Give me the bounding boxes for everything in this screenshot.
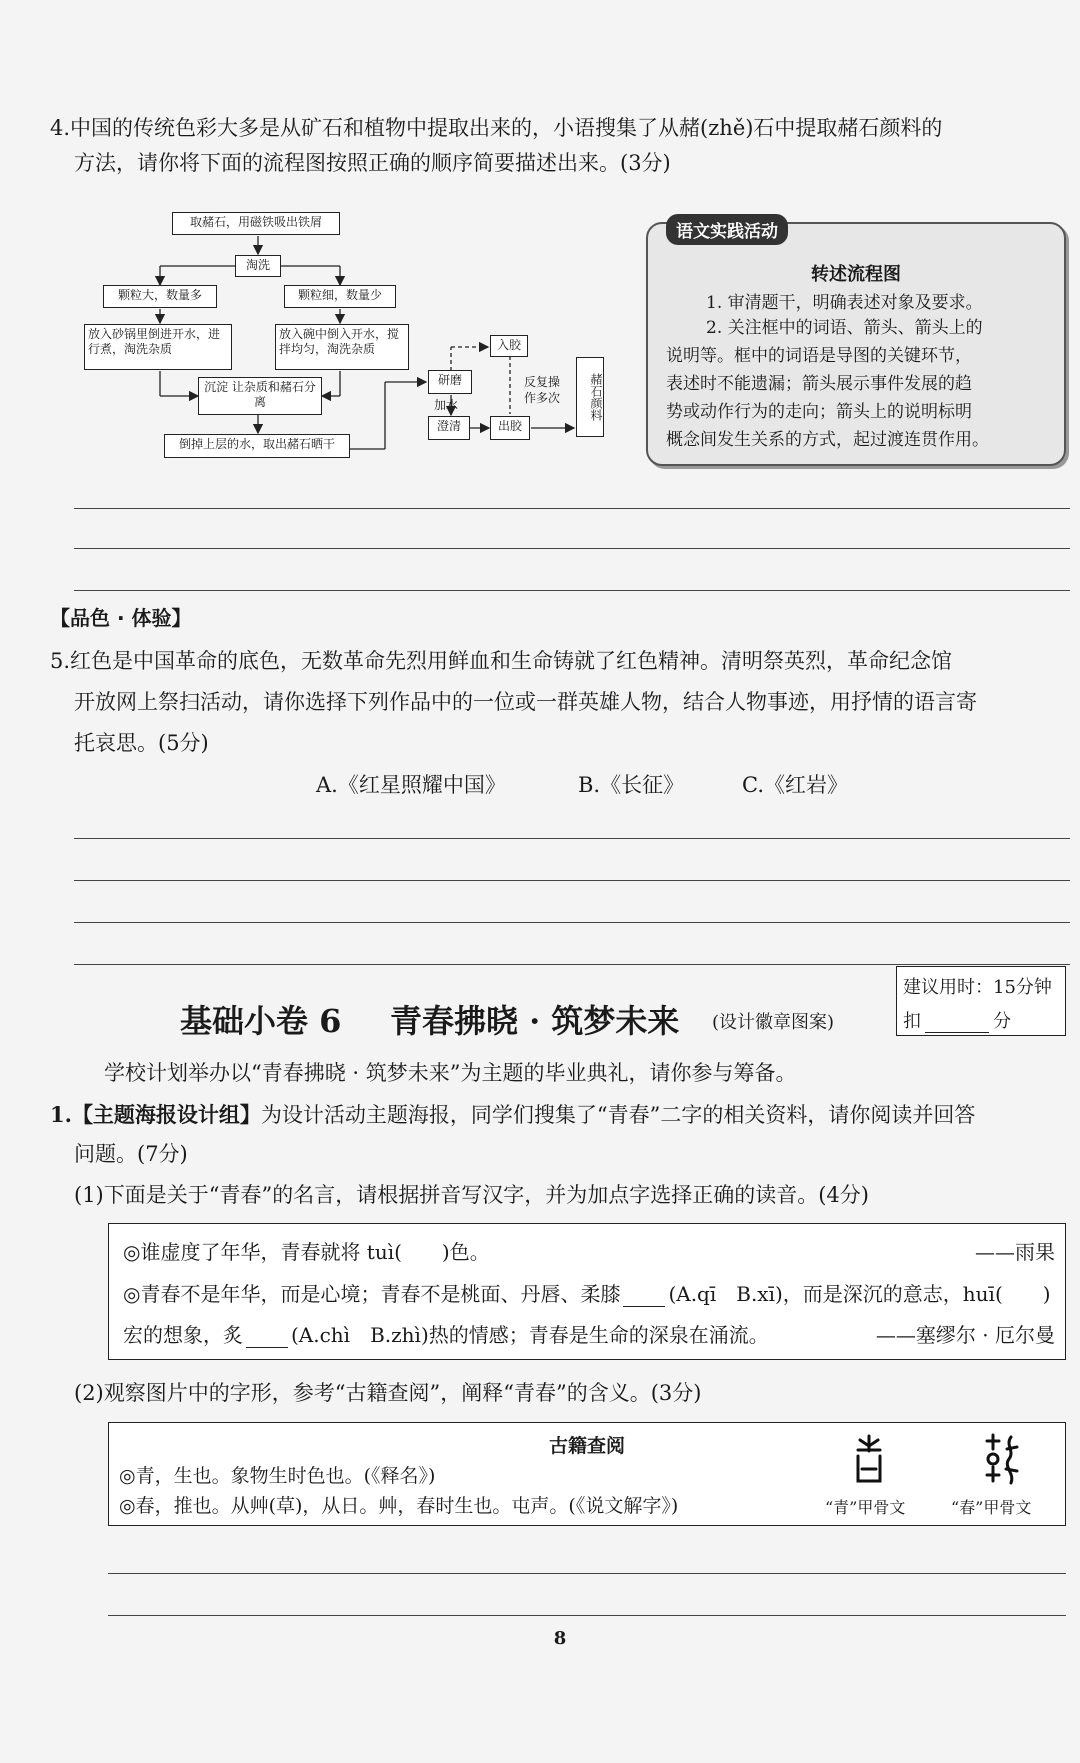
quote2-blank[interactable] (623, 1290, 665, 1307)
deduct-prefix: 扣 (903, 1011, 921, 1032)
answer-line[interactable] (74, 922, 1070, 923)
quote2 (123, 1278, 1051, 1307)
ancient-title: 古籍查阅 (549, 1435, 626, 1457)
tip-p2-line: 概念间发生关系的方式，起过渡连贯作用。 (666, 430, 989, 450)
q1-line1 (50, 1104, 975, 1126)
q5-line2: 开放网上祭扫活动，请你选择下列作品中的一位或一群英雄人物，结合人物事迹，用抒情的语言寄 (74, 690, 977, 714)
tip-p2-line: 势或动作行为的走向；箭头上的说明标明 (666, 402, 972, 422)
time-label: 建议用时：15分钟 (903, 977, 1052, 998)
unit-title-b: 青春拂晓 · 筑梦未来 (390, 1002, 680, 1040)
flow-glue-out: 出胶 (490, 416, 530, 440)
flow-settle: 沉淀 让杂质和赭石分离 (198, 377, 322, 415)
quote2-a: ◎青春不是年华，而是心境；青春不是桃面、丹唇、柔膝 (123, 1282, 621, 1306)
deduct-suffix: 分 (993, 1011, 1011, 1032)
answer-line[interactable] (74, 508, 1070, 509)
q5-option-a: A.《红星照耀中国》 (316, 773, 506, 797)
tip-title: 转述流程图 (811, 264, 901, 285)
flow-grind: 研磨 (428, 370, 472, 394)
q1-num: 1. (50, 1102, 72, 1127)
deduct-field (903, 1007, 1011, 1033)
answer-line[interactable] (74, 964, 1070, 965)
q5-line3: 托哀思。(5分) (74, 731, 209, 755)
oracle-chun-glyph (981, 1431, 1023, 1487)
oracle-qing-glyph (849, 1433, 889, 1485)
ancient-1: ◎青，生也。象物生时色也。(《释名》) (119, 1465, 436, 1487)
flow-small: 颗粒细，数量少 (284, 285, 396, 308)
answer-line[interactable] (74, 590, 1070, 591)
flow-bowl: 放入碗中倒入开水，搅拌均匀，淘洗杂质 (275, 324, 409, 370)
q4-line2: 方法，请你将下面的流程图按照正确的顺序简要描述出来。(3分) (74, 151, 671, 175)
q1-sub1: (1)下面是关于“青春”的名言，请根据拼音写汉字，并为加点字选择正确的读音。(4分) (74, 1183, 869, 1207)
time-box (896, 966, 1066, 1036)
flow-pigment: 赭石颜料 (576, 357, 604, 437)
flow-step-top: 取赭石，用磁铁吸出铁屑 (172, 212, 340, 235)
flow-add-water: 加水 (434, 398, 459, 412)
tip-badge: 语文实践活动 (666, 214, 788, 245)
q5-line1: 5.红色是中国革命的底色，无数革命先烈用鲜血和生命铸就了红色精神。清明祭英烈，革命纪念馆 (50, 649, 953, 673)
flow-big: 颗粒大，数量多 (103, 285, 217, 308)
tip-box (646, 222, 1066, 466)
tip-p2 (666, 314, 1056, 454)
ancient-2: ◎春，推也。从艸(草)，从日。艸，春时生也。屯声。(《说文解字》) (119, 1495, 679, 1517)
quote3-a: 宏的想象，炙 (123, 1323, 243, 1347)
quote3 (123, 1319, 769, 1348)
deduct-blank[interactable] (925, 1016, 989, 1033)
q1-tag: 【主题海报设计组】 (71, 1103, 261, 1127)
quote3-blank[interactable] (246, 1331, 288, 1348)
flow-pot: 放入砂锅里倒进开水，进行煮，淘洗杂质 (84, 324, 232, 370)
oracle-chun-label: “春”甲骨文 (951, 1498, 1032, 1517)
flow-wash: 淘洗 (235, 255, 281, 277)
oracle-qing-label: “青”甲骨文 (825, 1498, 906, 1517)
answer-line[interactable] (74, 838, 1070, 839)
tip-p2-line: 2. 关注框中的词语、箭头、箭头上的 (706, 318, 983, 338)
tip-p1: 1. 审清题干，明确表述对象及要求。 (706, 293, 983, 313)
answer-line[interactable] (108, 1615, 1066, 1616)
q1-sub2: (2)观察图片中的字形，参考“古籍查阅”，阐释“青春”的含义。(3分) (74, 1381, 702, 1405)
q1-line1-rest: 为设计活动主题海报，同学们搜集了“青春”二字的相关资料，请你阅读并回答 (260, 1103, 976, 1127)
quotes-box (108, 1223, 1066, 1360)
answer-line[interactable] (74, 548, 1070, 549)
quote1-author: ——雨果 (975, 1240, 1055, 1264)
flow-glue-in: 入胶 (490, 335, 528, 357)
unit-title-note: (设计徽章图案) (712, 1012, 835, 1033)
unit-title-a: 基础小卷 6 (180, 1002, 342, 1040)
q5-option-c: C.《红岩》 (742, 773, 848, 797)
answer-line[interactable] (74, 880, 1070, 881)
flow-dry: 倒掉上层的水，取出赭石晒干 (164, 434, 350, 458)
q5-option-b: B.《长征》 (578, 773, 685, 797)
unit-intro: 学校计划举办以“青春拂晓 · 筑梦未来”为主题的毕业典礼，请你参与筹备。 (104, 1061, 797, 1085)
flow-repeat: 反复操作多次 (523, 375, 560, 406)
q4-line1: 4.中国的传统色彩大多是从矿石和植物中提取出来的，小语搜集了从赭(zhě)石中提取赭石颜料的 (50, 116, 943, 140)
ancient-box (108, 1422, 1066, 1526)
tip-p2-line: 表述时不能遗漏；箭头展示事件发展的趋 (666, 374, 972, 394)
page-number: 8 (553, 1628, 567, 1649)
tip-p2-line: 说明等。框中的词语是导图的关键环节， (666, 346, 972, 366)
answer-line[interactable] (108, 1573, 1066, 1574)
quote2-b: (A.qī B.xī)，而是深沉的意志，huī( ) (668, 1282, 1051, 1306)
section-tag: 【品色 · 体验】 (50, 606, 192, 630)
quote3-b: (A.chì B.zhì)热的情感；青春是生命的深泉在涌流。 (291, 1323, 769, 1347)
quote3-author: ——塞缪尔 · 厄尔曼 (875, 1323, 1055, 1347)
q1-line2: 问题。(7分) (74, 1142, 188, 1166)
quote1: ◎谁虚度了年华，青春就将 tuì( )色。 (123, 1240, 490, 1264)
flow-clear: 澄清 (428, 416, 470, 440)
